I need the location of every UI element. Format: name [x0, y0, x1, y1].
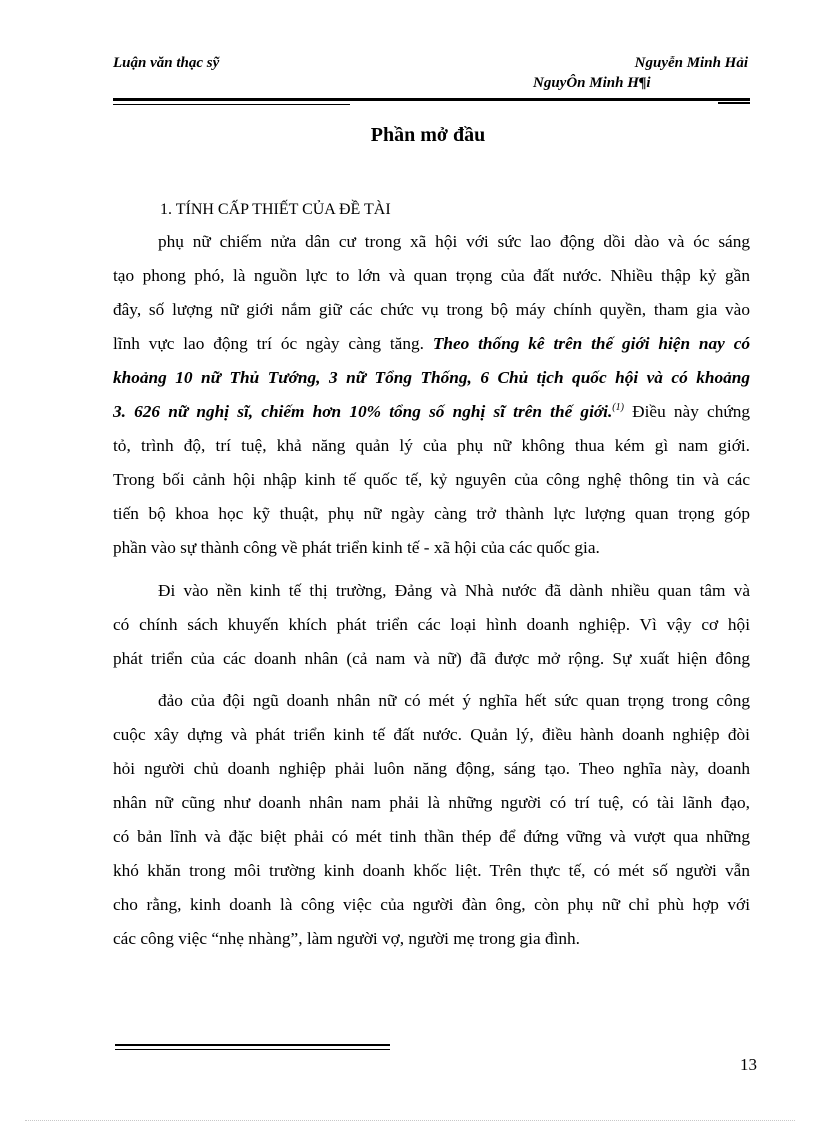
header-rule-thin-right: [718, 102, 750, 104]
p3-line-8: các công việc “nhẹ nhàng”, làm người vợ, người mẹ trong gia đình.: [113, 929, 581, 948]
header-rule-thick: [113, 98, 750, 101]
page-number: 13: [740, 1055, 757, 1074]
p3-line-3: hỏi người chủ doanh nghiệp phải luôn năng động, sáng tạo. Theo nghĩa này, doanh: [113, 759, 750, 778]
page-edge-divider: [25, 1120, 795, 1121]
p1-line-7: tỏ, trình độ, trí tuệ, khả năng quản lý của phụ nữ không thua kém gì nam giới.: [113, 436, 750, 455]
p1-line-9: tiến bộ khoa học kỹ thuật, phụ nữ ngày càng trở thành lực lượng quan trọng góp: [113, 504, 750, 523]
p1-line-2: tạo phong phó, là nguồn lực to lớn và quan trọng của đất nước. Nhiều thập kỷ gần: [113, 266, 750, 285]
p1-line-4-plain: lĩnh vực lao động trí óc ngày càng tăng.: [113, 334, 433, 353]
header-left-text: Luận văn thạc sỹ: [113, 55, 220, 71]
p1-line-4-emphasis: Theo thống kê trên thế giới hiện nay có: [432, 334, 751, 353]
p3-line-6: khó khăn trong môi trường kinh doanh khốc liệt. Trên thực tế, có mét số người vẫn: [113, 861, 750, 880]
header-rule-thin-left: [113, 104, 350, 105]
footnote-rule-bottom: [115, 1049, 390, 1050]
p1-line-4: [113, 335, 750, 352]
p1-line-3: đây, số lượng nữ giới nắm giữ các chức vụ trong bộ máy chính quyền, tham gia vào: [113, 300, 750, 319]
p1-line-6-plain: Điều này chứng: [623, 402, 751, 421]
p2-line-3: phát triển của các doanh nhân (cả nam và nữ) đã được mở rộng. Sự xuất hiện đông: [113, 649, 750, 668]
section-heading: 1. TÍNH CẤP THIẾT CỦA ĐỀ TÀI: [160, 201, 391, 218]
p2-line-1: Đi vào nền kinh tế thị trường, Đảng và Nhà nước đã dành nhiều quan tâm và: [158, 581, 750, 600]
p2-line-2: có chính sách khuyến khích phát triển các loại hình doanh nghiệp. Vì vậy cơ hội: [113, 615, 750, 634]
p1-line-1: phụ nữ chiếm nửa dân cư trong xã hội với sức lao động dồi dào và óc sáng: [158, 232, 750, 251]
p3-line-2: cuộc xây dựng và phát triển kinh tế đất nước. Quản lý, điều hành doanh nghiệp đòi: [113, 725, 750, 744]
footnote-ref: (1): [612, 402, 624, 414]
header-right-alt-text: NguyÔn Minh H¶i: [533, 75, 651, 91]
p3-line-5: có bản lĩnh và đặc biệt phải có mét tinh thần thép để đứng vững và vượt qua những: [113, 827, 750, 846]
p1-line-10: phần vào sự thành công về phát triển kinh tế - xã hội của các quốc gia.: [113, 538, 600, 557]
p3-line-1: đảo của đội ngũ doanh nhân nữ có mét ý nghĩa hết sức quan trọng trong công: [158, 691, 750, 710]
p1-line-8: Trong bối cảnh hội nhập kinh tế quốc tế, kỷ nguyên của công nghệ thông tin và các: [113, 470, 750, 489]
p1-line-6: [113, 403, 750, 420]
footnote-rule-top: [115, 1044, 390, 1046]
page-title: Phần mở đầu: [370, 124, 486, 146]
p1-line-5: khoảng 10 nữ Thủ Tướng, 3 nữ Tổng Thống, 6 Chủ tịch quốc hội và có khoảng: [113, 368, 750, 387]
p3-line-4: nhân nữ cũng như doanh nhân nam phải là những người có trí tuệ, có tài lãnh đạo,: [113, 793, 750, 812]
header-right-text: Nguyễn Minh Hải: [634, 55, 748, 71]
p3-line-7: cho rằng, kinh doanh là công việc của người đàn ông, còn phụ nữ chỉ phù hợp với: [113, 895, 750, 914]
p1-line-6-emphasis: 3. 626 nữ nghị sĩ, chiếm hơn 10% tổng số nghị sĩ trên thế giới.: [113, 402, 613, 421]
